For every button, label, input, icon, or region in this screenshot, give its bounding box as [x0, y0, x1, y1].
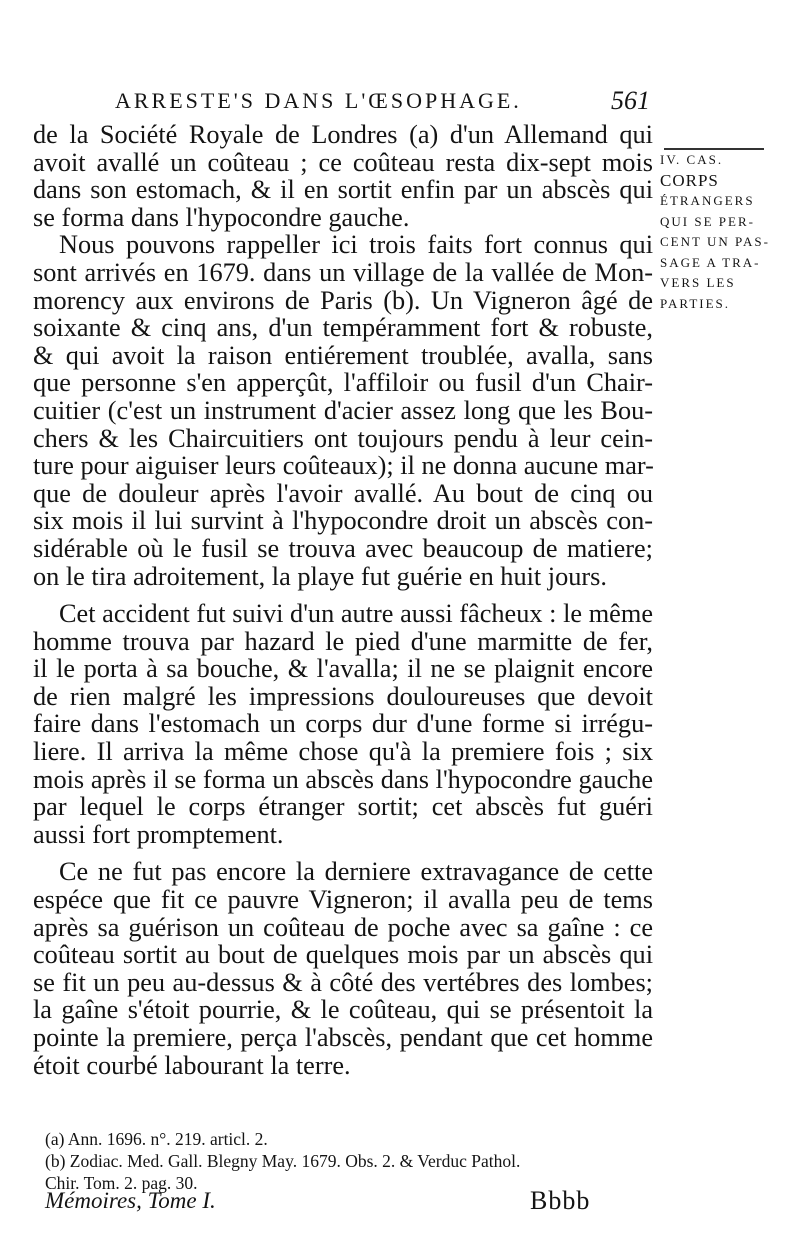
footnote-line: (b) Zodiac. Med. Gall. Blegny May. 1679. Obs. 2. & Verduc Pathol.	[45, 1151, 521, 1171]
text-line: cuitier (c'est un instrument d'acier assez long que les Bou-	[33, 395, 653, 425]
volume-label: Mémoires, Tome I.	[45, 1188, 216, 1213]
text-line: homme trouva par hazard le pied d'une marmitte de fer,	[33, 626, 653, 656]
text-line: ture pour aiguiser leurs coûteaux); il ne donna aucune mar-	[33, 451, 654, 481]
margin-note-line: PARTIES.	[660, 295, 731, 311]
text-line: coûteau sortit au bout de quelques mois par un abscès qui	[33, 940, 653, 970]
text-line: pointe la premiere, perça l'abscès, pendant que cet homme	[33, 1023, 653, 1052]
text-line: de la Société Royale de Londres (a) d'un Allemand qui	[33, 120, 653, 149]
footnote-line: (a) Ann. 1696. n°. 219. articl. 2.	[45, 1129, 268, 1149]
paragraph	[33, 231, 653, 590]
text-line: avoit avallé un coûteau ; ce coûteau resta dix-sept mois	[33, 147, 653, 177]
text-line: que de douleur après l'avoir avallé. Au bout de cinq ou	[33, 478, 653, 508]
text-line: chers & les Chaircuitiers ont toujours pendu à leur cein-	[33, 423, 653, 453]
text-line: & qui avoit la raison entiérement troublée, avalla, sans	[33, 340, 653, 370]
paragraph	[33, 858, 653, 1079]
text-line: que personne s'en apperçût, l'affiloir ou fusil d'un Chair-	[33, 368, 653, 398]
text-line: dans son estomach, & il en sortit enfin par un abscès qui	[33, 175, 653, 205]
footnotes	[45, 1128, 665, 1194]
margin-note-line: IV. CAS.	[660, 152, 724, 167]
text-line: Nous pouvons rappeller ici trois faits fort connus qui	[59, 230, 653, 260]
text-line: soixante & cinq ans, d'un tempéramment fort & robuste,	[33, 313, 653, 343]
text-line: étoit courbé labourant la terre.	[33, 1050, 351, 1080]
text-line: liere. Il arriva la même chose qu'à la premiere fois ; six	[33, 737, 653, 767]
paragraph	[33, 121, 653, 231]
margin-note	[660, 150, 770, 314]
text-line: de rien malgré les impressions douloureuses que devoit	[33, 681, 653, 711]
signature-mark: Bbbb	[530, 1186, 591, 1215]
page-header	[115, 86, 650, 122]
text-line: sont arrivés en 1679. dans un village de la vallée de Mon-	[33, 257, 653, 287]
running-title: ARRESTE'S DANS L'ŒSOPHAGE.	[115, 88, 522, 113]
page-footer	[45, 1188, 665, 1228]
body-text	[33, 121, 653, 1079]
text-line: six mois il lui survint à l'hypocondre droit un abscès con-	[33, 506, 653, 536]
text-line: la gaîne s'étoit pourrie, & le coûteau, qui se présentoit la	[33, 995, 653, 1025]
text-line: aussi fort promptement.	[33, 819, 284, 849]
margin-note-line: ÉTRANGERS	[660, 193, 755, 208]
margin-note-line: SAGE A TRA-	[660, 254, 761, 270]
margin-note-line: CORPS	[660, 170, 719, 190]
text-line: espéce que fit ce pauvre Vigneron; il avalla peu de tems	[33, 885, 653, 915]
text-line: se fit un peu au-dessus & à côté des vertébres des lombes;	[33, 967, 653, 997]
text-line: il le porta à sa bouche, & l'avalla; il ne se plaignit encore	[33, 654, 653, 684]
page-number: 561	[611, 86, 650, 115]
text-line: se forma dans l'hypocondre gauche.	[33, 202, 410, 232]
text-line: Cet accident fut suivi d'un autre aussi fâcheux : le même	[59, 599, 653, 629]
text-line: mois après il se forma un abscès dans l'hypocondre gauche	[33, 764, 653, 794]
footnote-line: Chir. Tom. 2. pag. 30.	[45, 1173, 198, 1193]
text-line: faire dans l'estomach un corps dur d'une forme si irrégu-	[33, 709, 653, 739]
text-line: sidérable où le fusil se trouva avec beaucoup de matiere;	[33, 533, 653, 563]
margin-note-line: VERS LES	[660, 275, 736, 290]
text-line: par lequel le corps étranger sortit; cet abscès fut guéri	[33, 792, 653, 822]
text-line: Ce ne fut pas encore la derniere extravagance de cette	[59, 857, 653, 887]
text-line: après sa guérison un coûteau de poche avec sa gaîne : ce	[33, 912, 653, 942]
text-line: on le tira adroitement, la playe fut guérie en huit jours.	[33, 561, 607, 591]
margin-note-line: QUI SE PER-	[660, 213, 755, 229]
margin-note-line: CENT UN PAS-	[660, 234, 770, 249]
text-line: morency aux environs de Paris (b). Un Vigneron âgé de	[33, 285, 653, 315]
paragraph	[33, 600, 653, 848]
